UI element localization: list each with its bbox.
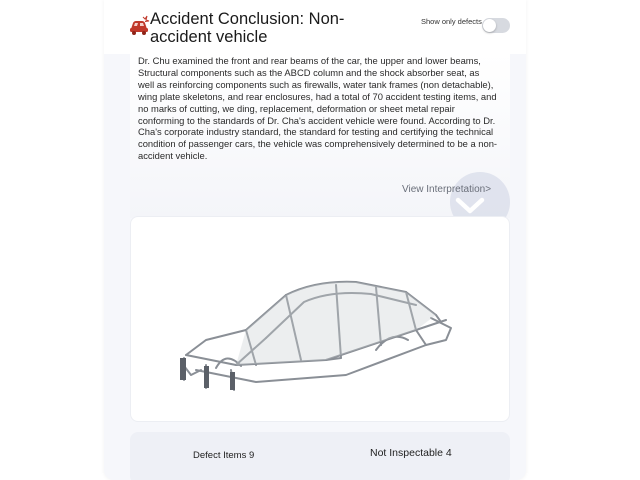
show-only-defects-toggle[interactable] <box>482 18 510 33</box>
toggle-knob <box>483 19 496 32</box>
accident-conclusion-title: Accident Conclusion: Non-accident vehicle <box>150 10 345 46</box>
page-background-left <box>0 0 104 480</box>
show-only-defects-label: Show only defects <box>421 17 482 26</box>
not-inspectable-stat[interactable]: Not Inspectable 4 <box>370 447 452 459</box>
page-background-right <box>536 0 640 480</box>
view-interpretation-link[interactable]: View Interpretation> <box>402 184 492 195</box>
inspection-description: Dr. Chu examined the front and rear beams of the car, the upper and lower beams, Structural components such as the ABCD column and the shock absorber seat, as well as reinforcing components such as firewalls, water tank frames (non detachable), wing plate skeletons, and rear enclosures, had a total of 70 accident testing items, and no marks of cutting, we ding, replacement, deformation or sheet metal repair conforming to the standards of Dr. Cha's accident vehicle were found. According to Dr. Cha's corporate industry standard, the standard for testing and certifying the technical condition of passenger cars, the vehicle was comprehensively determined to be a non-accident vehicle. <box>138 55 498 162</box>
car-crash-icon <box>128 14 150 36</box>
stats-panel <box>130 432 510 480</box>
chevron-down-icon <box>450 196 490 218</box>
defect-items-stat[interactable]: Defect Items 9 <box>193 450 255 461</box>
car-body-frame-image <box>176 270 456 410</box>
